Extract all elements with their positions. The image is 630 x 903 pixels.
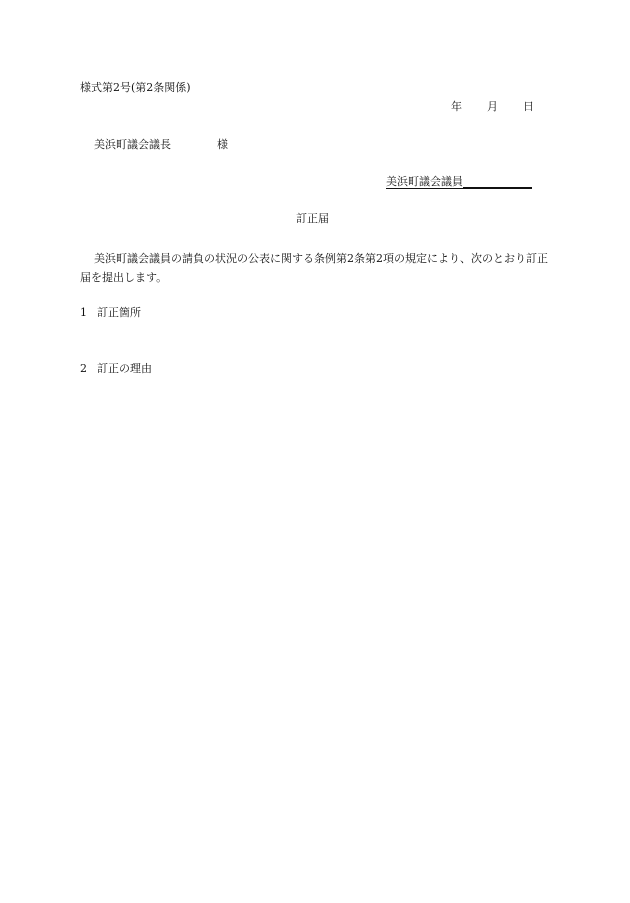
date-line: [451, 100, 534, 113]
date-month: 月: [487, 100, 498, 113]
submitter-line: [386, 175, 532, 189]
date-year: 年: [451, 100, 462, 113]
item-correction-location: [80, 306, 141, 319]
addressee-honorific: 様: [217, 138, 228, 151]
item-number: 2: [80, 362, 87, 375]
form-number: 様式第2号(第2条関係): [80, 81, 191, 94]
addressee-name: 美浜町議会議長: [94, 138, 171, 151]
submitter-label: 美浜町議会議員: [386, 175, 463, 188]
addressee: [94, 138, 228, 151]
body-text: [80, 249, 550, 287]
submitter-name-blank: [463, 175, 532, 188]
body-sentence: 美浜町議会議員の請負の状況の公表に関する条例第2条第2項の規定により、次のとおり訂正届を提出します。: [80, 252, 548, 284]
item-correction-reason: [80, 362, 152, 375]
document-title: 訂正届: [296, 212, 329, 225]
item-label: 訂正の理由: [97, 362, 152, 375]
item-number: 1: [80, 306, 87, 319]
item-label: 訂正箇所: [97, 306, 141, 319]
date-day: 日: [523, 100, 534, 113]
